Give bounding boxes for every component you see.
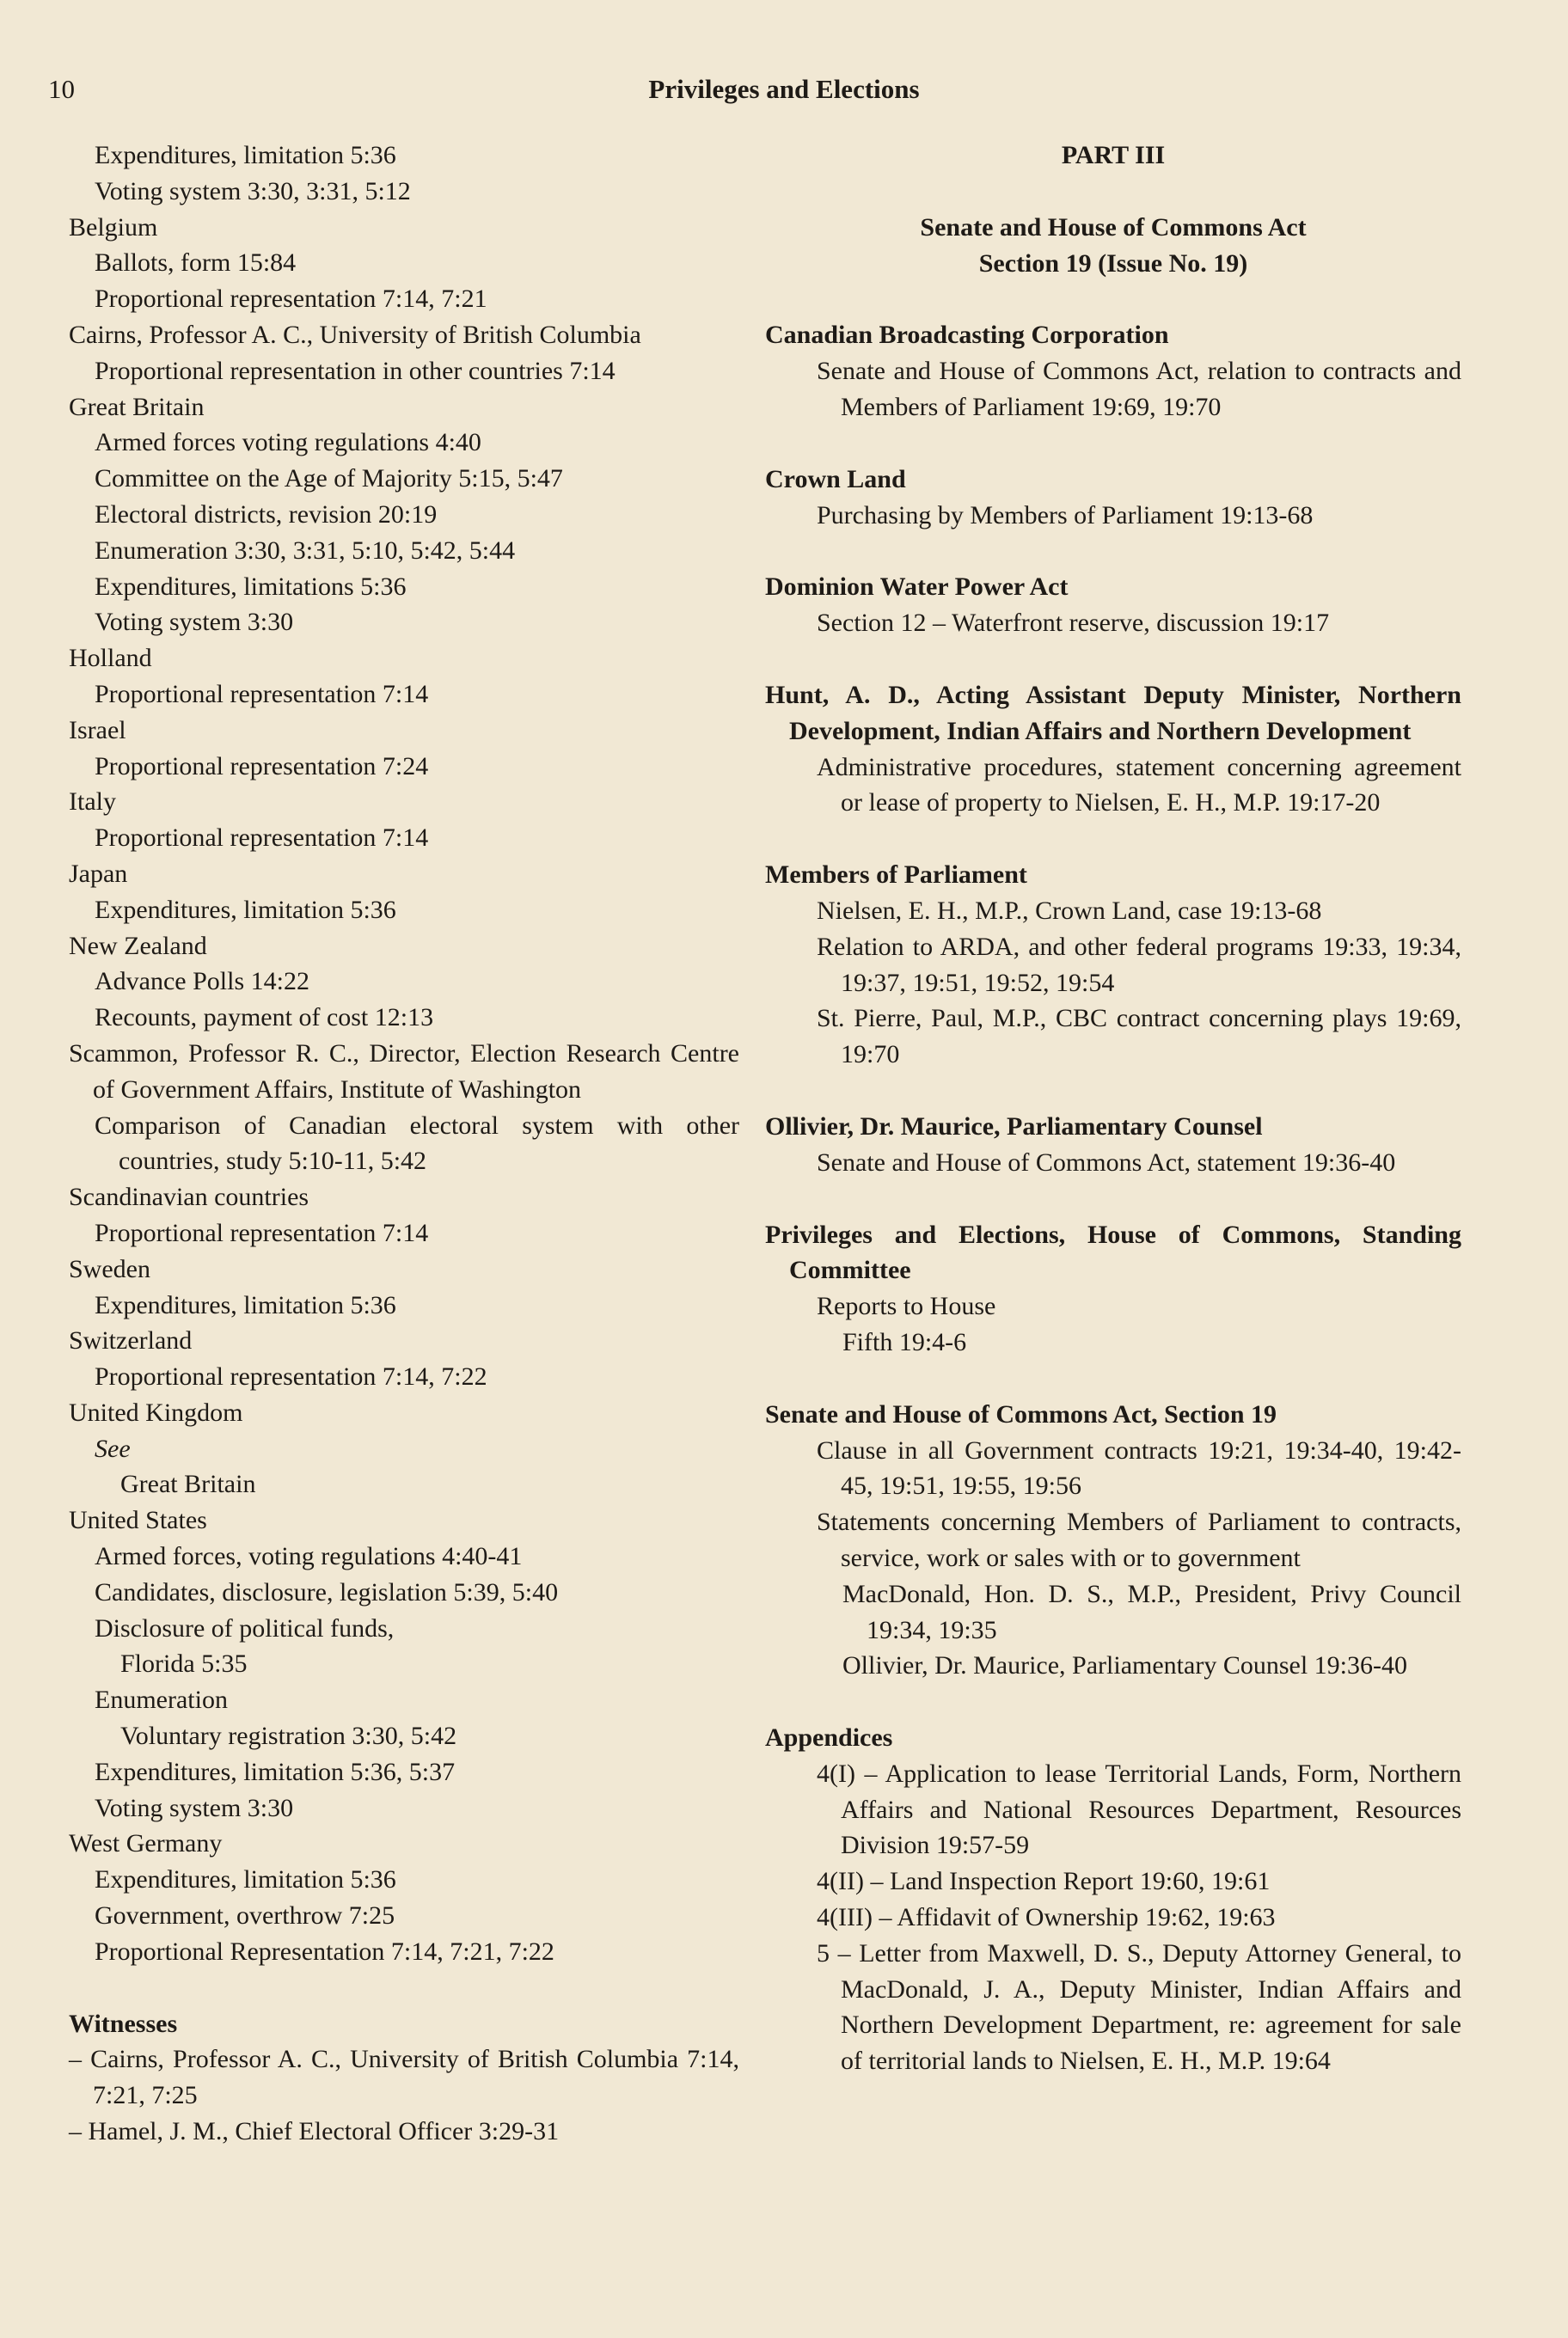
index-subentry: Armed forces, voting regulations 4:40-41 <box>95 1542 523 1571</box>
index-heading: Israel <box>69 715 126 744</box>
index-heading: Privileges and Elections, House of Commons, Standing Committee <box>765 1220 1461 1285</box>
index-subentry: Expenditures, limitation 5:36, 5:37 <box>95 1757 456 1786</box>
page-number: 10 <box>48 74 75 104</box>
index-heading: United States <box>69 1506 207 1535</box>
index-subentry: Voluntary registration 3:30, 5:42 <box>120 1722 457 1751</box>
index-heading: Scandinavian countries <box>69 1183 309 1212</box>
index-subentry: Enumeration 3:30, 3:31, 5:10, 5:42, 5:44 <box>95 536 516 565</box>
index-heading: Holland <box>69 644 152 673</box>
index-subentry: Armed forces voting regulations 4:40 <box>95 428 481 457</box>
index-subentry: Reports to House <box>817 1292 996 1321</box>
index-subentry: Proportional representation 7:14, 7:21 <box>95 285 487 314</box>
index-subentry: Voting system 3:30, 3:31, 5:12 <box>95 176 411 205</box>
index-heading: Sweden <box>69 1254 150 1283</box>
index-heading: Cairns, Professor A. C., University of British Columbia <box>69 320 641 349</box>
index-subentry: Proportional representation 7:14 <box>95 1218 429 1247</box>
index-heading: Canadian Broadcasting Corporation <box>765 321 1169 350</box>
index-heading: New Zealand <box>69 931 207 960</box>
index-subentry: Proportional representation 7:14 <box>95 823 429 853</box>
index-subentry: Florida 5:35 <box>120 1649 248 1679</box>
part-title: PART III <box>1061 141 1166 169</box>
index-heading: Switzerland <box>69 1326 193 1356</box>
index-subentry: Advance Polls 14:22 <box>95 967 309 996</box>
index-subentry: Proportional representation 7:14 <box>95 679 429 708</box>
index-heading: Japan <box>69 859 128 888</box>
index-subentry: Statements concerning Members of Parliament to contracts, service, work or sales with or to government <box>817 1508 1461 1572</box>
index-subentry: Fifth 19:4-6 <box>842 1327 967 1356</box>
index-subentry: 4(III) – Affidavit of Ownership 19:62, 19:63 <box>817 1903 1276 1932</box>
running-title: Privileges and Elections <box>648 74 920 104</box>
index-subentry: Expenditures, limitation 5:36 <box>95 141 396 169</box>
index-subentry: 5 – Letter from Maxwell, D. S., Deputy Attorney General, to MacDonald, J. A., Deputy Minister, Indian Affairs and Northern Development Department, re: agreement for sale of territorial lands to Nielsen, E. H., M.P. 19:64 <box>817 1938 1461 2076</box>
index-heading: – Cairns, Professor A. C., University of British Columbia 7:14, 7:21, 7:25 <box>69 2045 739 2110</box>
index-heading: Great Britain <box>69 392 205 421</box>
index-heading: – Hamel, J. M., Chief Electoral Officer 3:29-31 <box>69 2117 560 2146</box>
left-column <box>69 138 739 2150</box>
index-heading: Dominion Water Power Act <box>765 572 1069 602</box>
index-heading: Appendices <box>765 1723 893 1753</box>
index-subentry: St. Pierre, Paul, M.P., CBC contract concerning plays 19:69, 19:70 <box>817 1004 1461 1069</box>
spacer <box>69 1970 739 2006</box>
index-subentry: Purchasing by Members of Parliament 19:13-68 <box>817 500 1314 529</box>
index-heading: Italy <box>69 787 116 817</box>
index-subentry: Government, overthrow 7:25 <box>95 1901 395 1931</box>
index-subentry: Disclosure of political funds, <box>95 1613 395 1643</box>
index-groups <box>765 281 1461 2079</box>
index-subentry: Section 12 – Waterfront reserve, discussion 19:17 <box>817 609 1330 638</box>
index-subentry: Candidates, disclosure, legislation 5:39, 5:40 <box>95 1577 559 1607</box>
index-subentry: Clause in all Government contracts 19:21, 19:34-40, 19:42-45, 19:51, 19:55, 19:56 <box>817 1435 1461 1501</box>
index-subentry: Great Britain <box>120 1470 256 1499</box>
index-heading: Ollivier, Dr. Maurice, Parliamentary Counsel <box>765 1111 1263 1141</box>
section-heading: Witnesses <box>69 2009 178 2038</box>
index-subentry: See <box>95 1434 131 1463</box>
index-subentry: Expenditures, limitation 5:36 <box>95 1290 396 1319</box>
index-subentry: Proportional representation 7:24 <box>95 751 429 780</box>
index-subentry: Proportional Representation 7:14, 7:21, 7:22 <box>95 1937 554 1966</box>
index-subentry: MacDonald, Hon. D. S., M.P., President, Privy Council 19:34, 19:35 <box>842 1579 1461 1644</box>
index-subentry: Administrative procedures, statement concerning agreement or lease of property to Nielsen, E. H., M.P. 19:17-20 <box>817 752 1461 817</box>
index-subentry: Voting system 3:30 <box>95 1793 294 1822</box>
index-subentry: 4(I) – Application to lease Territorial Lands, Form, Northern Affairs and National Resources Department, Resources Division 19:57-59 <box>817 1759 1461 1860</box>
index-subentry: Voting system 3:30 <box>95 608 294 637</box>
index-subentry: Ollivier, Dr. Maurice, Parliamentary Counsel 19:36-40 <box>842 1651 1407 1680</box>
index-subentry: Proportional representation in other countries 7:14 <box>95 356 616 385</box>
index-heading: Members of Parliament <box>765 860 1027 890</box>
index-subentry: Enumeration <box>95 1686 228 1715</box>
index-heading: Crown Land <box>765 464 906 493</box>
index-subentry: 4(II) – Land Inspection Report 19:60, 19:61 <box>817 1867 1271 1896</box>
index-subentry: Expenditures, limitation 5:36 <box>95 1865 396 1894</box>
index-heading: United Kingdom <box>69 1398 243 1427</box>
index-subentry: Committee on the Age of Majority 5:15, 5:47 <box>95 464 563 493</box>
index-heading: West Germany <box>69 1829 223 1858</box>
index-subentry: Comparison of Canadian electoral system with other countries, study 5:10-11, 5:42 <box>95 1111 739 1176</box>
index-subentry: Proportional representation 7:14, 7:22 <box>95 1362 487 1392</box>
index-subentry: Relation to ARDA, and other federal programs 19:33, 19:34, 19:37, 19:51, 19:52, 19:54 <box>817 932 1461 997</box>
index-subentry: Nielsen, E. H., M.P., Crown Land, case 19:13-68 <box>817 896 1322 925</box>
index-subentry: Electoral districts, revision 20:19 <box>95 499 438 529</box>
index-subentry: Ballots, form 15:84 <box>95 248 297 278</box>
section-subtitle: Section 19 (Issue No. 19) <box>978 248 1248 278</box>
index-subentry: Senate and House of Commons Act, statement 19:36-40 <box>817 1148 1396 1177</box>
index-heading: Senate and House of Commons Act, Section 19 <box>765 1399 1277 1429</box>
index-heading: Scammon, Professor R. C., Director, Election Research Centre of Government Affairs, Institute of Washington <box>69 1038 739 1104</box>
right-column <box>765 138 1461 2079</box>
index-subentry: Expenditures, limitation 5:36 <box>95 895 396 924</box>
index-subentry: Expenditures, limitations 5:36 <box>95 572 407 601</box>
index-subentry: Senate and House of Commons Act, relation to contracts and Members of Parliament 19:69, 19:70 <box>817 357 1461 421</box>
index-subentry: Recounts, payment of cost 12:13 <box>95 1003 434 1032</box>
index-heading: Belgium <box>69 212 158 242</box>
index-heading: Hunt, A. D., Acting Assistant Deputy Minister, Northern Development, Indian Affairs and Northern Development <box>765 680 1461 745</box>
section-title: Senate and House of Commons Act <box>920 212 1307 242</box>
